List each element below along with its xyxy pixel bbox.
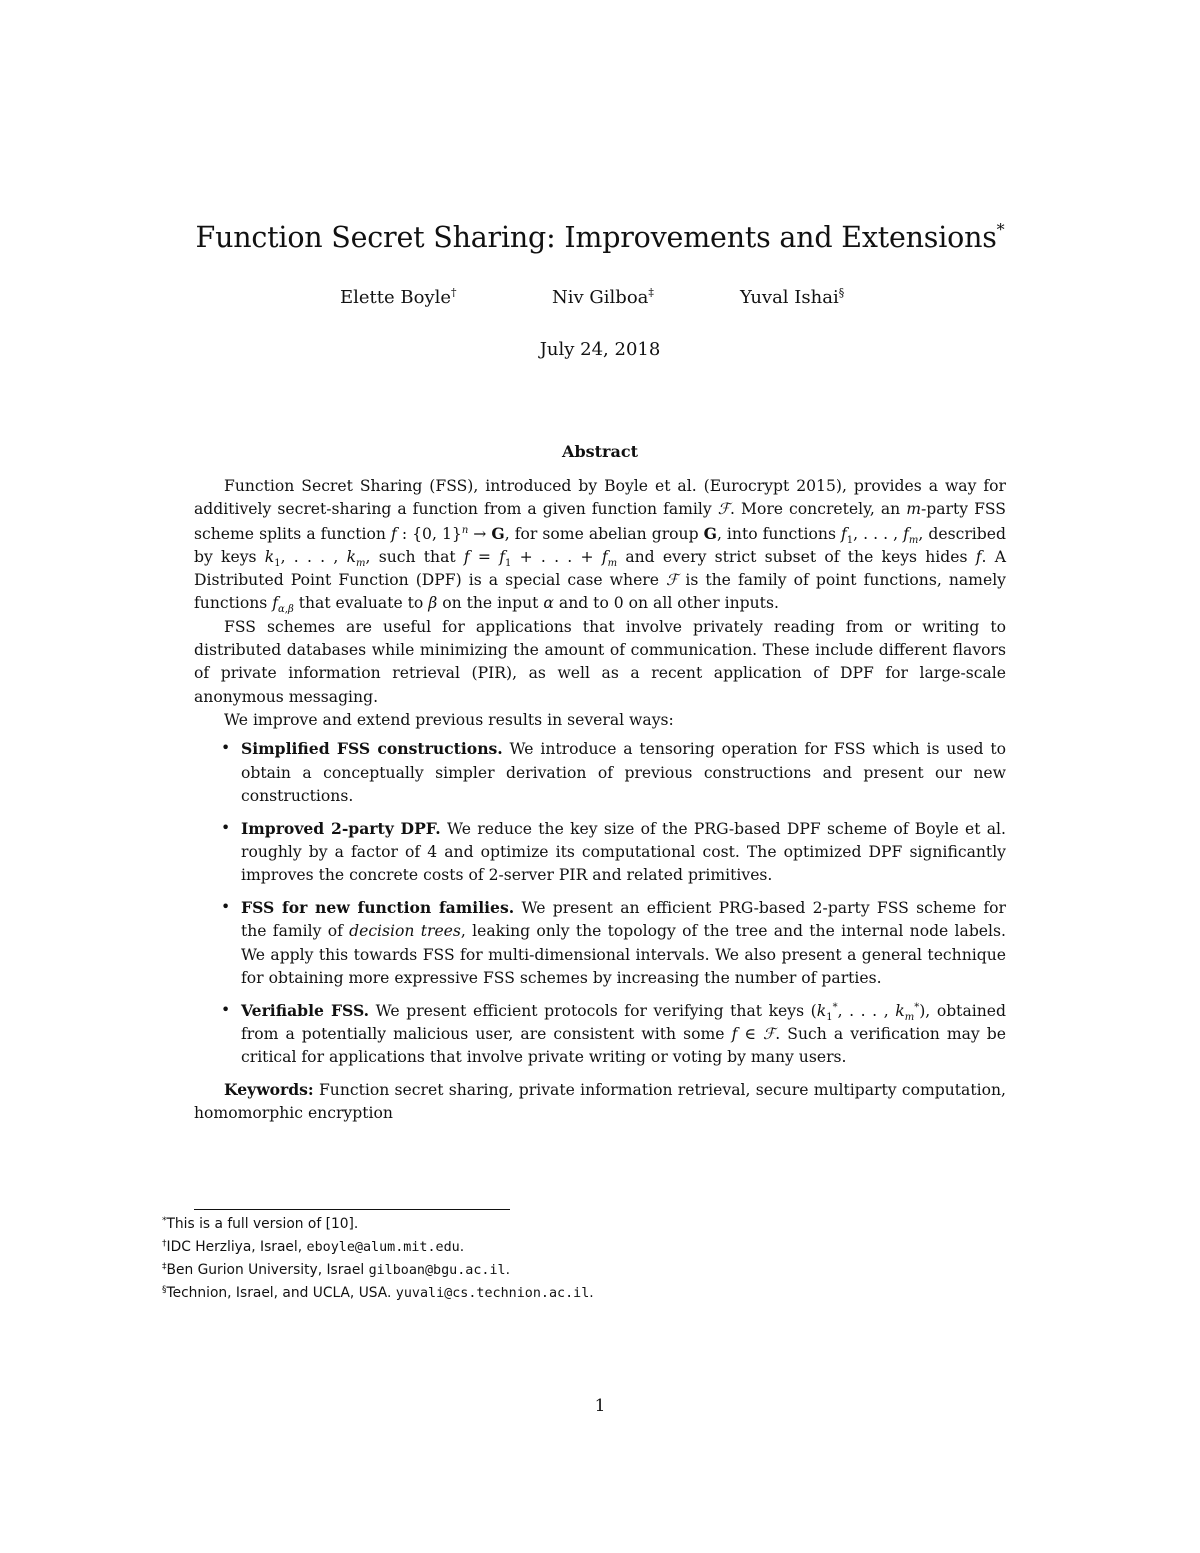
footnote: *This is a full version of [10].	[162, 1216, 359, 1232]
keywords-paragraph	[194, 1078, 1006, 1126]
bullet-heading: FSS for new function families.	[241, 898, 515, 918]
paper-title-text: Function Secret Sharing: Improvements and Extensions	[195, 221, 997, 254]
author-ishai	[740, 284, 844, 312]
author-name: Yuval Ishai	[740, 287, 839, 308]
abstract-section	[194, 440, 1006, 1126]
author-name: Elette Boyle	[340, 287, 452, 308]
keywords-text: Function secret sharing, private information retrieval, secure multiparty computation, homomorphic encryption	[194, 1081, 1006, 1123]
bullet-dot: •	[221, 818, 231, 837]
bullet-text: We introduce a tensoring operation for FSS which is used to obtain a conceptually simpler derivation of previous constructions and present our new constructions.	[241, 740, 1006, 805]
bullet-dot: •	[221, 898, 231, 917]
author-gilboa	[552, 284, 654, 312]
bullet-heading: Verifiable FSS.	[241, 1000, 370, 1020]
bullet-dot: •	[221, 1000, 231, 1019]
author-name: Niv Gilboa	[552, 287, 649, 308]
author-footnote-mark: §	[838, 286, 845, 299]
contributions-list	[194, 737, 1006, 1069]
bullet-heading: Improved 2-party DPF.	[241, 818, 441, 838]
author-list	[0, 284, 1200, 312]
abstract-paragraph-3: We improve and extend previous results in several ways:	[224, 710, 674, 729]
email-link[interactable]: gilboan@bgu.ac.il	[368, 1263, 506, 1278]
author-footnote-mark: †	[451, 286, 457, 299]
author-boyle	[340, 284, 457, 312]
list-item: • FSS for new function families. We present an efficient PRG-based 2-party FSS scheme for the family of decision trees, leaking only the topology of the tree and the internal node labels. We apply this towards FSS for multi-dimensional intervals. We also present a general technique for obtaining more expressive FSS schemes by increasing the number of parties.	[221, 898, 1006, 987]
email-link[interactable]: eboyle@alum.mit.edu	[306, 1240, 460, 1255]
abstract-paragraph-2: FSS schemes are useful for applications that involve privately reading from or writing to distributed databases while minimizing the amount of communication. These include different flavors of private information retrieval (PIR), as well as a recent application of DPF for large-scale anonymous messaging.	[194, 617, 1006, 706]
footnote: †IDC Herzliya, Israel, eboyle@alum.mit.edu.	[162, 1239, 465, 1255]
abstract-paragraph-1: Function Secret Sharing (FSS), introduced by Boyle et al. (Eurocrypt 2015), provides a way for additively secret-sharing a function from a given function family ℱ. More concretely, an m-party FSS scheme splits a function f : {0, 1}$^n$ → G, for some abelian group G, into functions $f_1$, . . . , $f_m$, described by keys $k_1$, . . . , $k_m$, such that $f = f_1$ + . . . + $f_m$ and every strict subset of the keys hides f. A Distributed Point Function (DPF) is a special case where ℱ is the family of point functions, namely functions $f_{\alpha,\beta}$ that evaluate to β on the input α and to 0 on all other inputs.	[194, 477, 1006, 616]
title-footnote-mark: *	[996, 220, 1005, 239]
footnote-rule	[194, 1209, 510, 1210]
page-number: 1	[594, 1396, 606, 1416]
paper-date: July 24, 2018	[539, 339, 661, 360]
footnote: ‡Ben Gurion University, Israel gilboan@bgu.ac.il.	[162, 1262, 511, 1278]
list-item	[194, 737, 1006, 808]
emphasis-decision-trees: decision trees	[349, 922, 461, 941]
bullet-text: We reduce the key size of the PRG-based DPF scheme of Boyle et al. roughly by a factor of 4 and optimize its computational cost. The optimized DPF significantly improves the concrete costs of 2-server PIR and related primitives.	[241, 819, 1007, 885]
author-footnote-mark: ‡	[648, 286, 654, 299]
bullet-heading: Simplified FSS constructions.	[241, 739, 503, 759]
list-item: • Verifiable FSS. We present efficient protocols for verifying that keys ($k_1^*$, . . . , $k_m^*$), obtained from a potentially malicious user, are consistent with some f ∈ ℱ. Such a verification may be critical for applications that involve private writing or voting by many users.	[221, 1000, 1006, 1067]
paper-title	[0, 220, 1200, 256]
footnotes	[162, 1213, 1022, 1305]
keywords-label: Keywords:	[224, 1080, 314, 1100]
email-link[interactable]: yuvali@cs.technion.ac.il	[395, 1286, 590, 1301]
list-item	[194, 817, 1006, 888]
bullet-dot: •	[221, 739, 231, 758]
abstract-heading: Abstract	[562, 442, 638, 461]
footnote: §Technion, Israel, and UCLA, USA. yuvali@cs.technion.ac.il.	[162, 1285, 594, 1301]
